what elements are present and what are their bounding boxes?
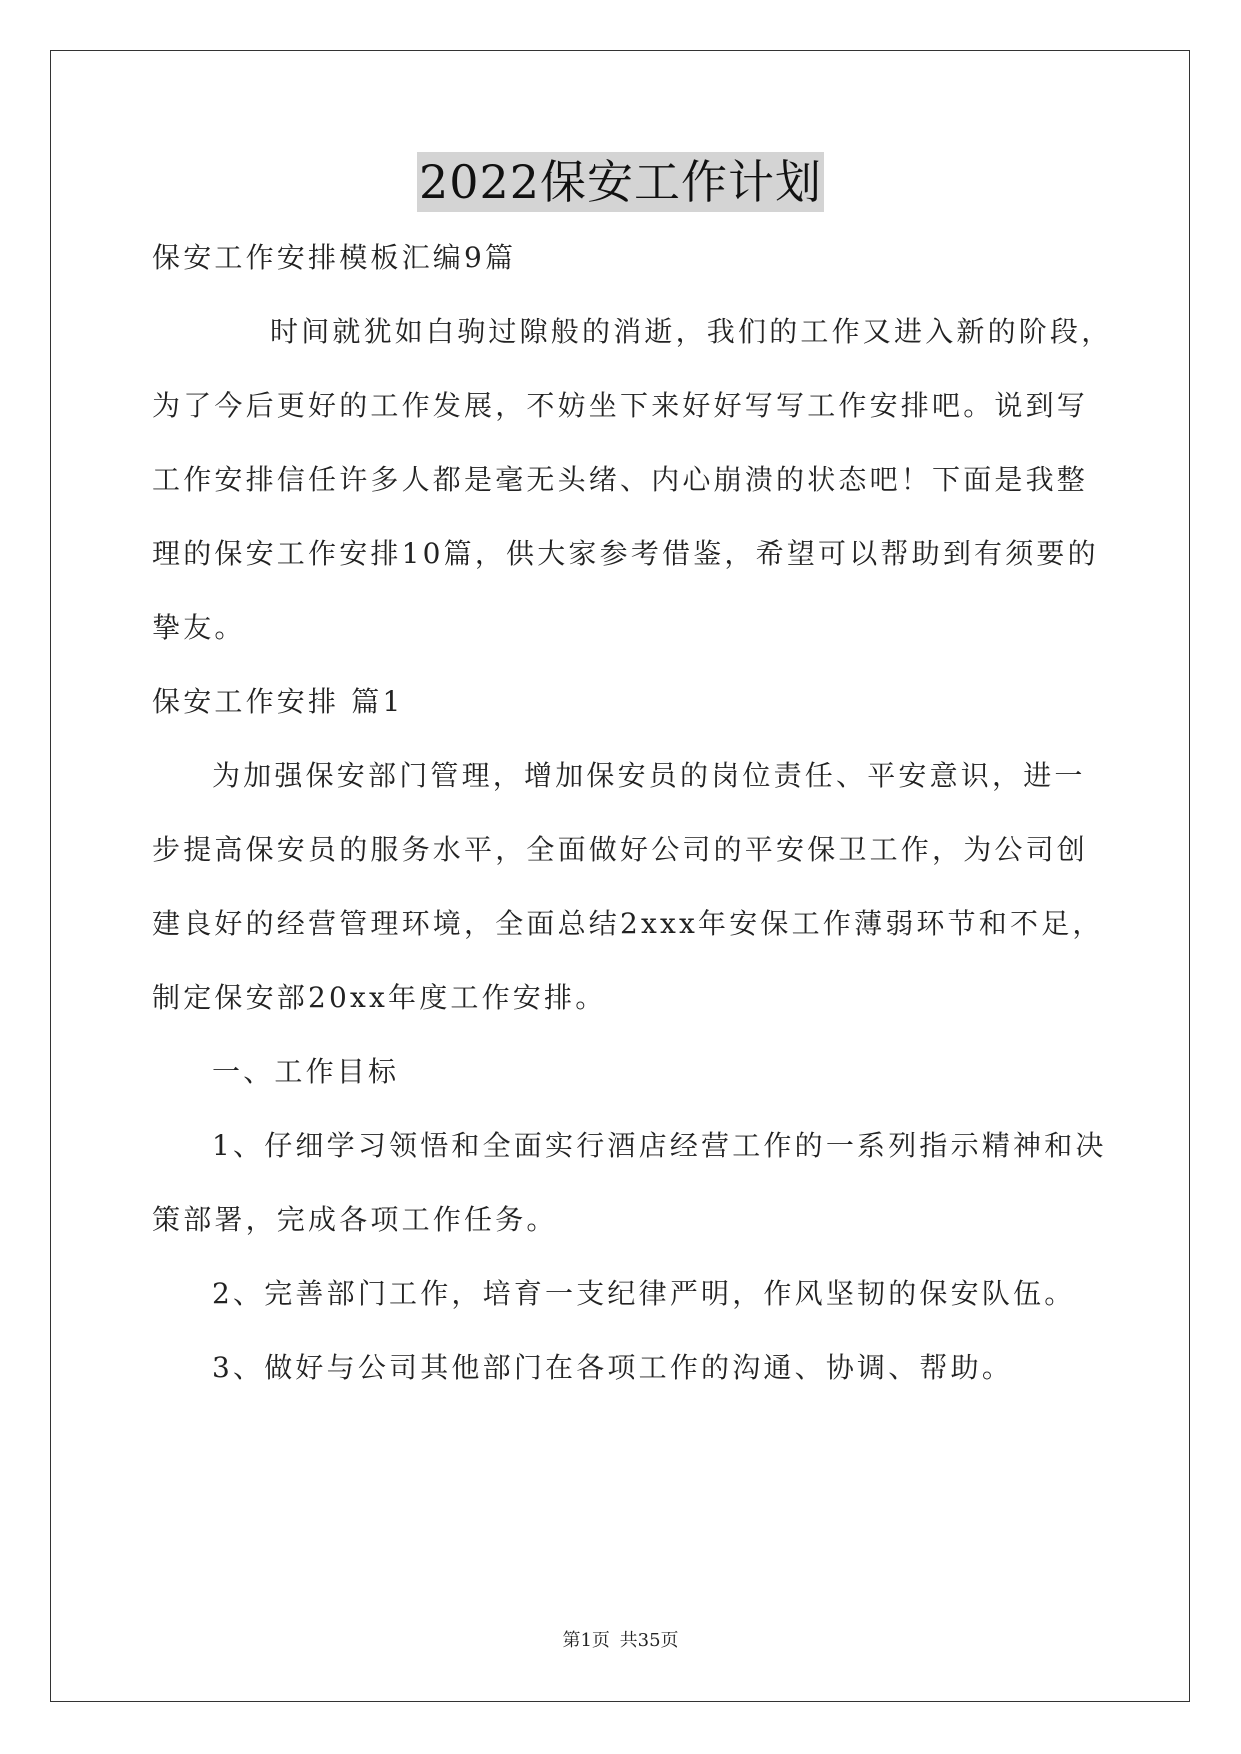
intro-line-2: 为了今后更好的工作发展，不妨坐下来好好写写工作安排吧。说到写	[152, 389, 1089, 422]
page-total: 共35页	[619, 1630, 679, 1651]
intro-line-4: 理的保安工作安排10篇，供大家参考借鉴，希望可以帮助到有须要的	[152, 537, 1099, 570]
title-wrap	[0, 152, 1241, 212]
document-title: 2022保安工作计划	[417, 152, 824, 212]
intro-line-5: 挚友。	[152, 611, 246, 644]
page-border	[50, 50, 1190, 1702]
goal-line-2: 策部署，完成各项工作任务。	[152, 1203, 558, 1236]
intro-line-3: 工作安排信任许多人都是毫无头绪、内心崩溃的状态吧！下面是我整	[152, 463, 1089, 496]
section-heading: 保安工作安排 篇1	[152, 685, 404, 718]
section-line-4: 制定保安部20xx年度工作安排。	[152, 981, 607, 1014]
goal-line-4: 3、做好与公司其他部门在各项工作的沟通、协调、帮助。	[212, 1351, 1014, 1384]
page-footer	[0, 1626, 1241, 1652]
page-number: 第1页	[562, 1630, 610, 1651]
intro-line-1: 时间就犹如白驹过隙般的消逝，我们的工作又进入新的阶段，	[270, 315, 1113, 348]
section-line-1: 为加强保安部门管理，增加保安员的岗位责任、平安意识，进一	[212, 759, 1086, 792]
goal-line-1: 1、仔细学习领悟和全面实行酒店经营工作的一系列指示精神和决	[212, 1129, 1107, 1162]
goal-heading: 一、工作目标	[212, 1055, 400, 1088]
subtitle: 保安工作安排模板汇编9篇	[152, 241, 517, 274]
goal-line-3: 2、完善部门工作，培育一支纪律严明，作风坚韧的保安队伍。	[212, 1277, 1076, 1310]
section-line-3: 建良好的经营管理环境，全面总结2xxx年安保工作薄弱环节和不足，	[152, 907, 1104, 940]
section-line-2: 步提高保安员的服务水平，全面做好公司的平安保卫工作，为公司创	[152, 833, 1089, 866]
